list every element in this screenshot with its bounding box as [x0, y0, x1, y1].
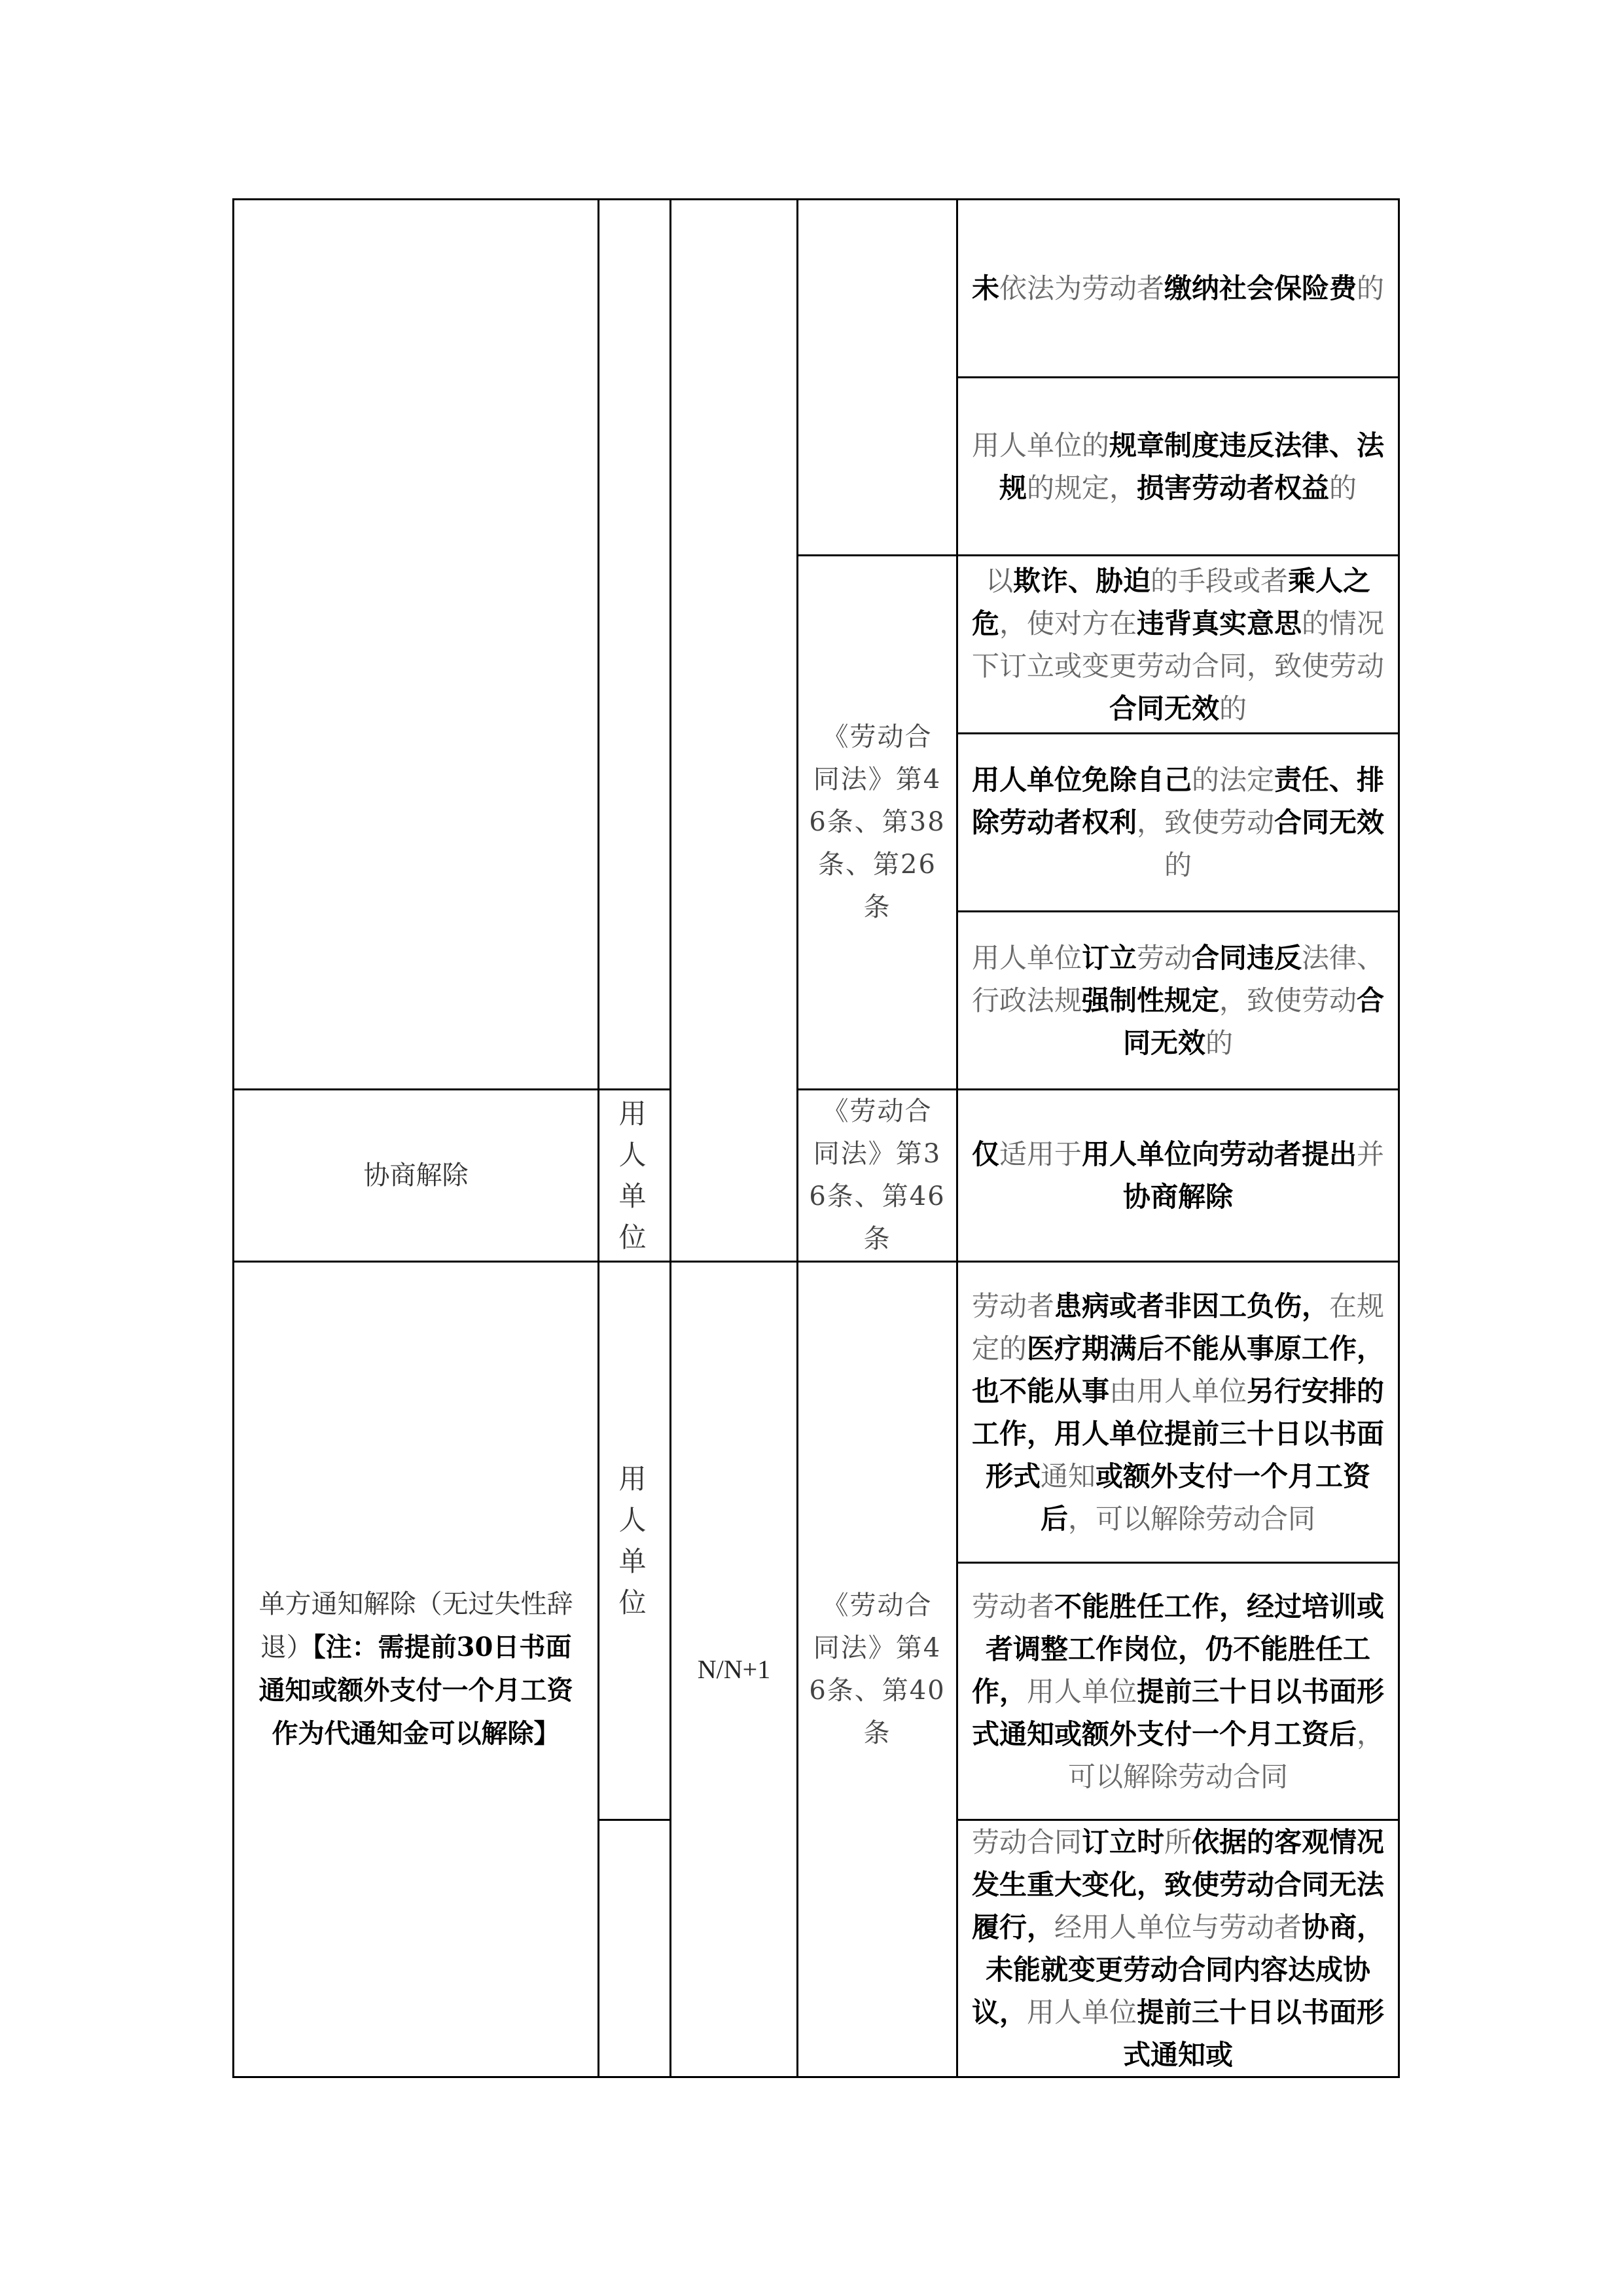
condition-cell [957, 912, 1399, 1090]
plain-text: 的 [1219, 692, 1247, 725]
legal-basis-cell: 《劳动合同法》第46条、第40条 [798, 1262, 957, 2077]
labor-contract-table [232, 198, 1400, 2078]
legal-basis-cell [798, 200, 957, 556]
condition-cell [957, 1563, 1399, 1820]
condition-cell [957, 556, 1399, 734]
bold-text: 订立 [1081, 942, 1137, 974]
plain-text: ，可以解除劳动合同 [1067, 1717, 1385, 1793]
plain-text: 由用人单位 [1109, 1374, 1247, 1407]
plain-text: 经用人单位与劳动者 [1054, 1911, 1302, 1943]
bold-text: 用人单位向劳动者提出 [1082, 1138, 1357, 1170]
condition-cell [957, 200, 1399, 378]
plain-text: 的规定， [1026, 471, 1137, 504]
plain-text: 用人单位的 [971, 429, 1109, 461]
condition-cell [957, 1820, 1399, 2077]
bold-text: 合同无效 [1274, 806, 1385, 838]
bold-text: 另行安排的工作，用人单位提前三十日以书面形式 [971, 1374, 1385, 1492]
termination-type-cell: 协商解除 [234, 1090, 599, 1262]
bold-text: 提前三十日以书面形式通知或 [1122, 1996, 1385, 2071]
condition-cell [957, 734, 1399, 912]
bold-text: 医疗期满后不能从事原工作，也不能从事 [971, 1332, 1385, 1407]
plain-text: 以 [985, 564, 1013, 597]
type-text: 单方通知解除（无过失性辞退） [259, 1589, 573, 1662]
bold-text: 乘人之危 [971, 564, 1371, 639]
plain-text: ，致使劳动 [1136, 806, 1274, 838]
plain-text: 通知 [1040, 1460, 1096, 1492]
plain-text: ，致使劳动 [1219, 984, 1357, 1016]
party-cell: 用人单位 [599, 1262, 671, 1820]
bold-text: 合同无效 [1109, 692, 1219, 725]
party-cell [599, 200, 671, 1090]
bold-text: 用人单位免除自己 [971, 764, 1192, 796]
plain-text: 适用于 [999, 1138, 1082, 1170]
legal-basis-cell: 《劳动合同法》第46条、第38条、第26条 [798, 556, 957, 1090]
plain-text: 用人单位 [1026, 1675, 1137, 1708]
plain-text: 并 [1357, 1138, 1385, 1170]
compensation-cell: N/N+1 [671, 1262, 798, 2077]
plain-text: 的 [1329, 471, 1357, 504]
bold-text: 欺诈、胁迫 [1012, 564, 1150, 597]
type-note: 【注：需提前30日书面通知或额外支付一个月工资作为代通知金可以解除】 [259, 1632, 573, 1749]
plain-text: 所 [1164, 1826, 1192, 1858]
plain-text: 的法定 [1191, 764, 1274, 796]
plain-text: 用人单位 [1026, 1996, 1137, 2028]
plain-text: 劳动 [1136, 942, 1192, 974]
bold-text: 强制性规定 [1081, 984, 1219, 1016]
plain-text: 依法为劳动者 [999, 272, 1164, 304]
termination-type-cell [234, 200, 599, 1090]
bold-text: 未 [971, 272, 999, 304]
bold-text: 合同无效 [1122, 984, 1385, 1059]
bold-text: 缴纳社会保险费 [1164, 272, 1357, 304]
bold-text: 规章制度违反法律、法规 [999, 429, 1385, 504]
plain-text: 的 [1164, 849, 1192, 881]
plain-text: 法律、行政法规 [971, 942, 1385, 1016]
plain-text: 的 [1357, 272, 1385, 304]
bold-text: 订立时 [1081, 1826, 1164, 1858]
bold-text: 违背真实意思 [1137, 607, 1302, 639]
bold-text: 依据的客观情况发生重大变化，致使劳动合同无法履行， [971, 1826, 1385, 1943]
bold-text: 不能胜任工作，经过培训或者调整工作岗位，仍不能胜任工作， [971, 1590, 1385, 1708]
plain-text: 劳动合同 [971, 1826, 1082, 1858]
condition-cell [957, 1262, 1399, 1563]
party-cell: 用人单位 [599, 1090, 671, 1262]
plain-text: 的情况下订立或变更劳动合同，致使劳动 [971, 607, 1385, 682]
bold-text: 损害劳动者权益 [1137, 471, 1330, 504]
bold-text: 合同违反 [1192, 942, 1302, 974]
plain-text: ，可以解除劳动合同 [1068, 1502, 1316, 1535]
bold-text: 协商，未能就变更劳动合同内容达成协议， [971, 1911, 1385, 2028]
plain-text: 在规定的 [971, 1289, 1385, 1365]
plain-text: 劳动者 [971, 1289, 1054, 1322]
bold-text: 或额外支付一个月工资后 [1040, 1460, 1371, 1535]
plain-text: 的手段或者 [1150, 564, 1289, 597]
party-cell [599, 1820, 671, 2077]
legal-basis-cell: 《劳动合同法》第36条、第46条 [798, 1090, 957, 1262]
condition-cell [957, 1090, 1399, 1262]
plain-text: ，使对方在 [999, 607, 1137, 639]
condition-cell [957, 378, 1399, 556]
bold-text: 协商解除 [1122, 1181, 1233, 1213]
termination-type-cell [234, 1262, 599, 2077]
plain-text: 用人单位 [971, 942, 1082, 974]
bold-text: 仅 [971, 1138, 999, 1170]
bold-text: 提前三十日以书面形式通知或额外支付一个月工资后 [971, 1675, 1385, 1750]
plain-text: 的 [1205, 1027, 1234, 1059]
plain-text: 劳动者 [971, 1590, 1054, 1623]
compensation-cell [671, 200, 798, 1262]
bold-text: 患病或者非因工负伤， [1054, 1289, 1329, 1322]
bold-text: 责任、排除劳动者权利 [971, 764, 1385, 838]
